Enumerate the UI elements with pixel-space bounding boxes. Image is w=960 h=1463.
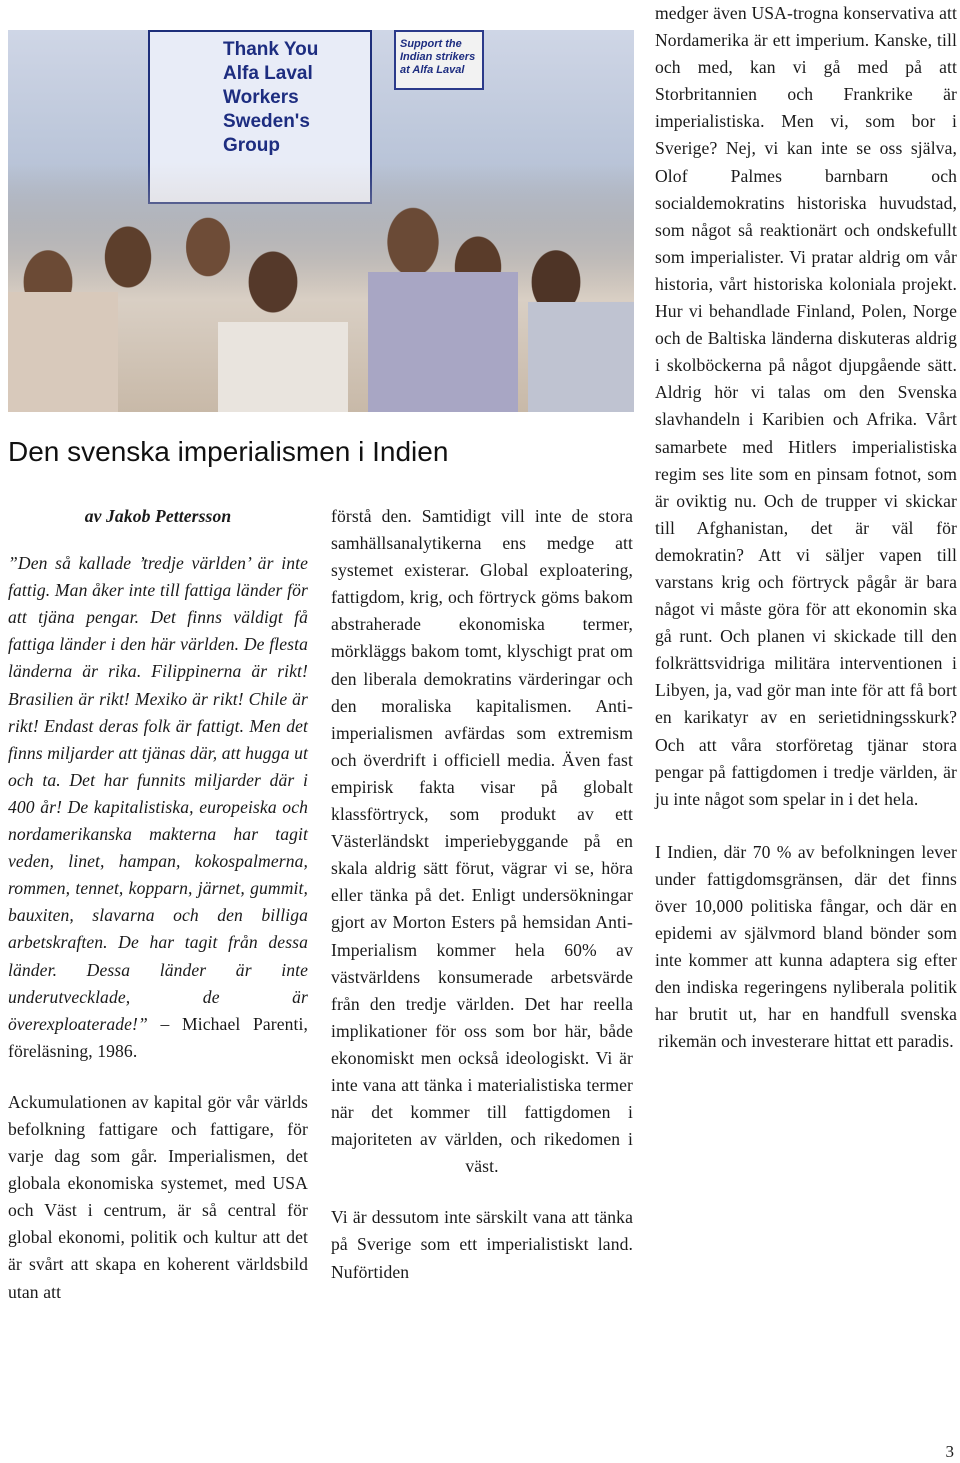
person-shirt — [368, 272, 518, 412]
article-title: Den svenska imperialismen i Indien — [8, 436, 449, 467]
column-3 — [655, 0, 957, 1056]
paragraph-3: I Indien, där 70 % av befolkningen lever under fattigdomsgränsen, där det finns över 10,000 politiska fångar, och där en epidemi av självmord bland bönder som inte kommer att kunna adaptera sig efter den indiska regeringens nyliberala politik har brutit ut, har en handfull svenska rikemän och investerare hittat ett paradis. — [655, 841, 957, 1052]
article-photo — [8, 30, 634, 412]
quote-source: – Michael Parenti, föreläsning, 1986. — [8, 1013, 308, 1061]
protest-sign: Support the Indian strikers at Alfa Laval — [394, 30, 484, 90]
epigraph-quote — [8, 550, 308, 1065]
quote-text: ”Den så kallade ’tredje världen’ är inte fattig. Man åker inte till fattiga länder för att tjäna pengar. Det finns väldigt få fattiga länder i den här världen. De flesta länderna är rika. Filippinerna är rikt! Brasilien är rikt! Mexiko är rikt! Chile är rikt! Endast deras folk är fattigt. Men det finns miljarder att tjänas där, att hugga ut och ta. Det har funnits miljarder där i 400 år! De kapitalistiska, europeiska och nordamerikanska makterna har tagit veden, linet, hampan, kokospalmerna, rommen, tennet, kopparn, järnet, gummit, bauxiten, slavarna och den billiga arbetskraften. De har tagit från dessa länder. Dessa länder är inte underutvecklade, de är överexploaterade!” — [8, 553, 308, 1034]
paragraph-1-part-2: förstå den. Samtidigt vill inte de stora samhällsanalytikerna ens medge att systemet existerar. Global exploatering, fattigdom, krig, och förtryck göms bakom abstraherade ekonomiska termer, mörkläggs bakom tomt, klyschigt prat om den liberala demokratins värderingar och den moraliska kapitalismen. Anti-imperialismen avfärdas som extremism och överdrift i officiell media. Även fast empirisk fakta visar på globalt klassförtryck, som produkt av ett Västerländskt imperiebyggande på en skala aldrig sätt förut, vägrar vi se, höra eller tänka på det. Enligt undersökningar gjort av Morton Esters på hemsidan Anti-Imperialism kommer hela 60% av västvärldens konsumerade arbetsvärde från den tredje världen. Det har reella implikationer för oss som bor här, både ekonomiskt men också ideologiskt. Vi är inte vana att tänka i materialistiska termer när det kommer till fattigdomen i majoriteten av världen, och rikedomen i väst. — [331, 506, 633, 1177]
banner-text: Thank You Alfa Laval Workers Sweden's Group — [223, 39, 319, 156]
paragraph-1-part-1: Ackumulationen av kapital gör vår världs befolkning fattigare och fattigare, för varje dag som går. Imperialismen, det globala ekonomiska systemet, med USA och Väst i centrum, är så central för global ekonomi, politik och kultur att det är svårt att skapa en koherent världsbild utan att — [8, 1091, 308, 1302]
person-shirt — [528, 302, 634, 412]
person-shirt — [218, 322, 348, 412]
page-number: 3 — [945, 1442, 954, 1461]
column-2 — [331, 503, 633, 1286]
person-shirt — [8, 292, 118, 412]
column-1 — [8, 503, 308, 1306]
paragraph-2-part-2: medger även USA-trogna konservativa att Nordamerika är ett imperium. Kanske, till och med, kan vi gå med på att Storbritannien och Frankrike är imperialistiska. Men vi, som bor i Sverige? Nej, vi kan inte se oss själva, Olof Palmes barnbarn och socialdemokratins historiska huvudstad, som något så reaktionärt och ondskefullt som imperialister. Vi pratar aldrig om vår historia, vårt historiska koloniala projekt. Hur vi behandlade Finland, Polen, Norge och de Baltiska länderna diskuteras aldrig i skolböckerna på något djupgående sätt. Aldrig hör vi talas om den Svenska slavhandeln i Karibien och Afrika. Vårt samarbete med Hitlers imperialistiska regim ses lite som en pinsam fotnot, som är oviktig nu. Och de trupper vi skickar till Afghanistan, det är väl för demokratin? Att vi säljer vapen till varstans krig och förtryck pågår är bara något vi måste göra för att ekonomin ska gå runt. Och planen vi skickade till den folkrättsvidriga militära interventionen i Libyen, ja, vad gör man inte för att få bort en karikatyr av en serietidningsskurk? Och att våra storföretag tjänar stora pengar på fattigdomen i tredje världen, är ju inte något som spelar in i det hela. — [655, 3, 957, 809]
paragraph-2-part-1: Vi är dessutom inte särskilt vana att tänka på Sverige som ett imperialistiskt land. Nuförtiden — [331, 1207, 633, 1282]
byline: av Jakob Pettersson — [84, 506, 232, 526]
